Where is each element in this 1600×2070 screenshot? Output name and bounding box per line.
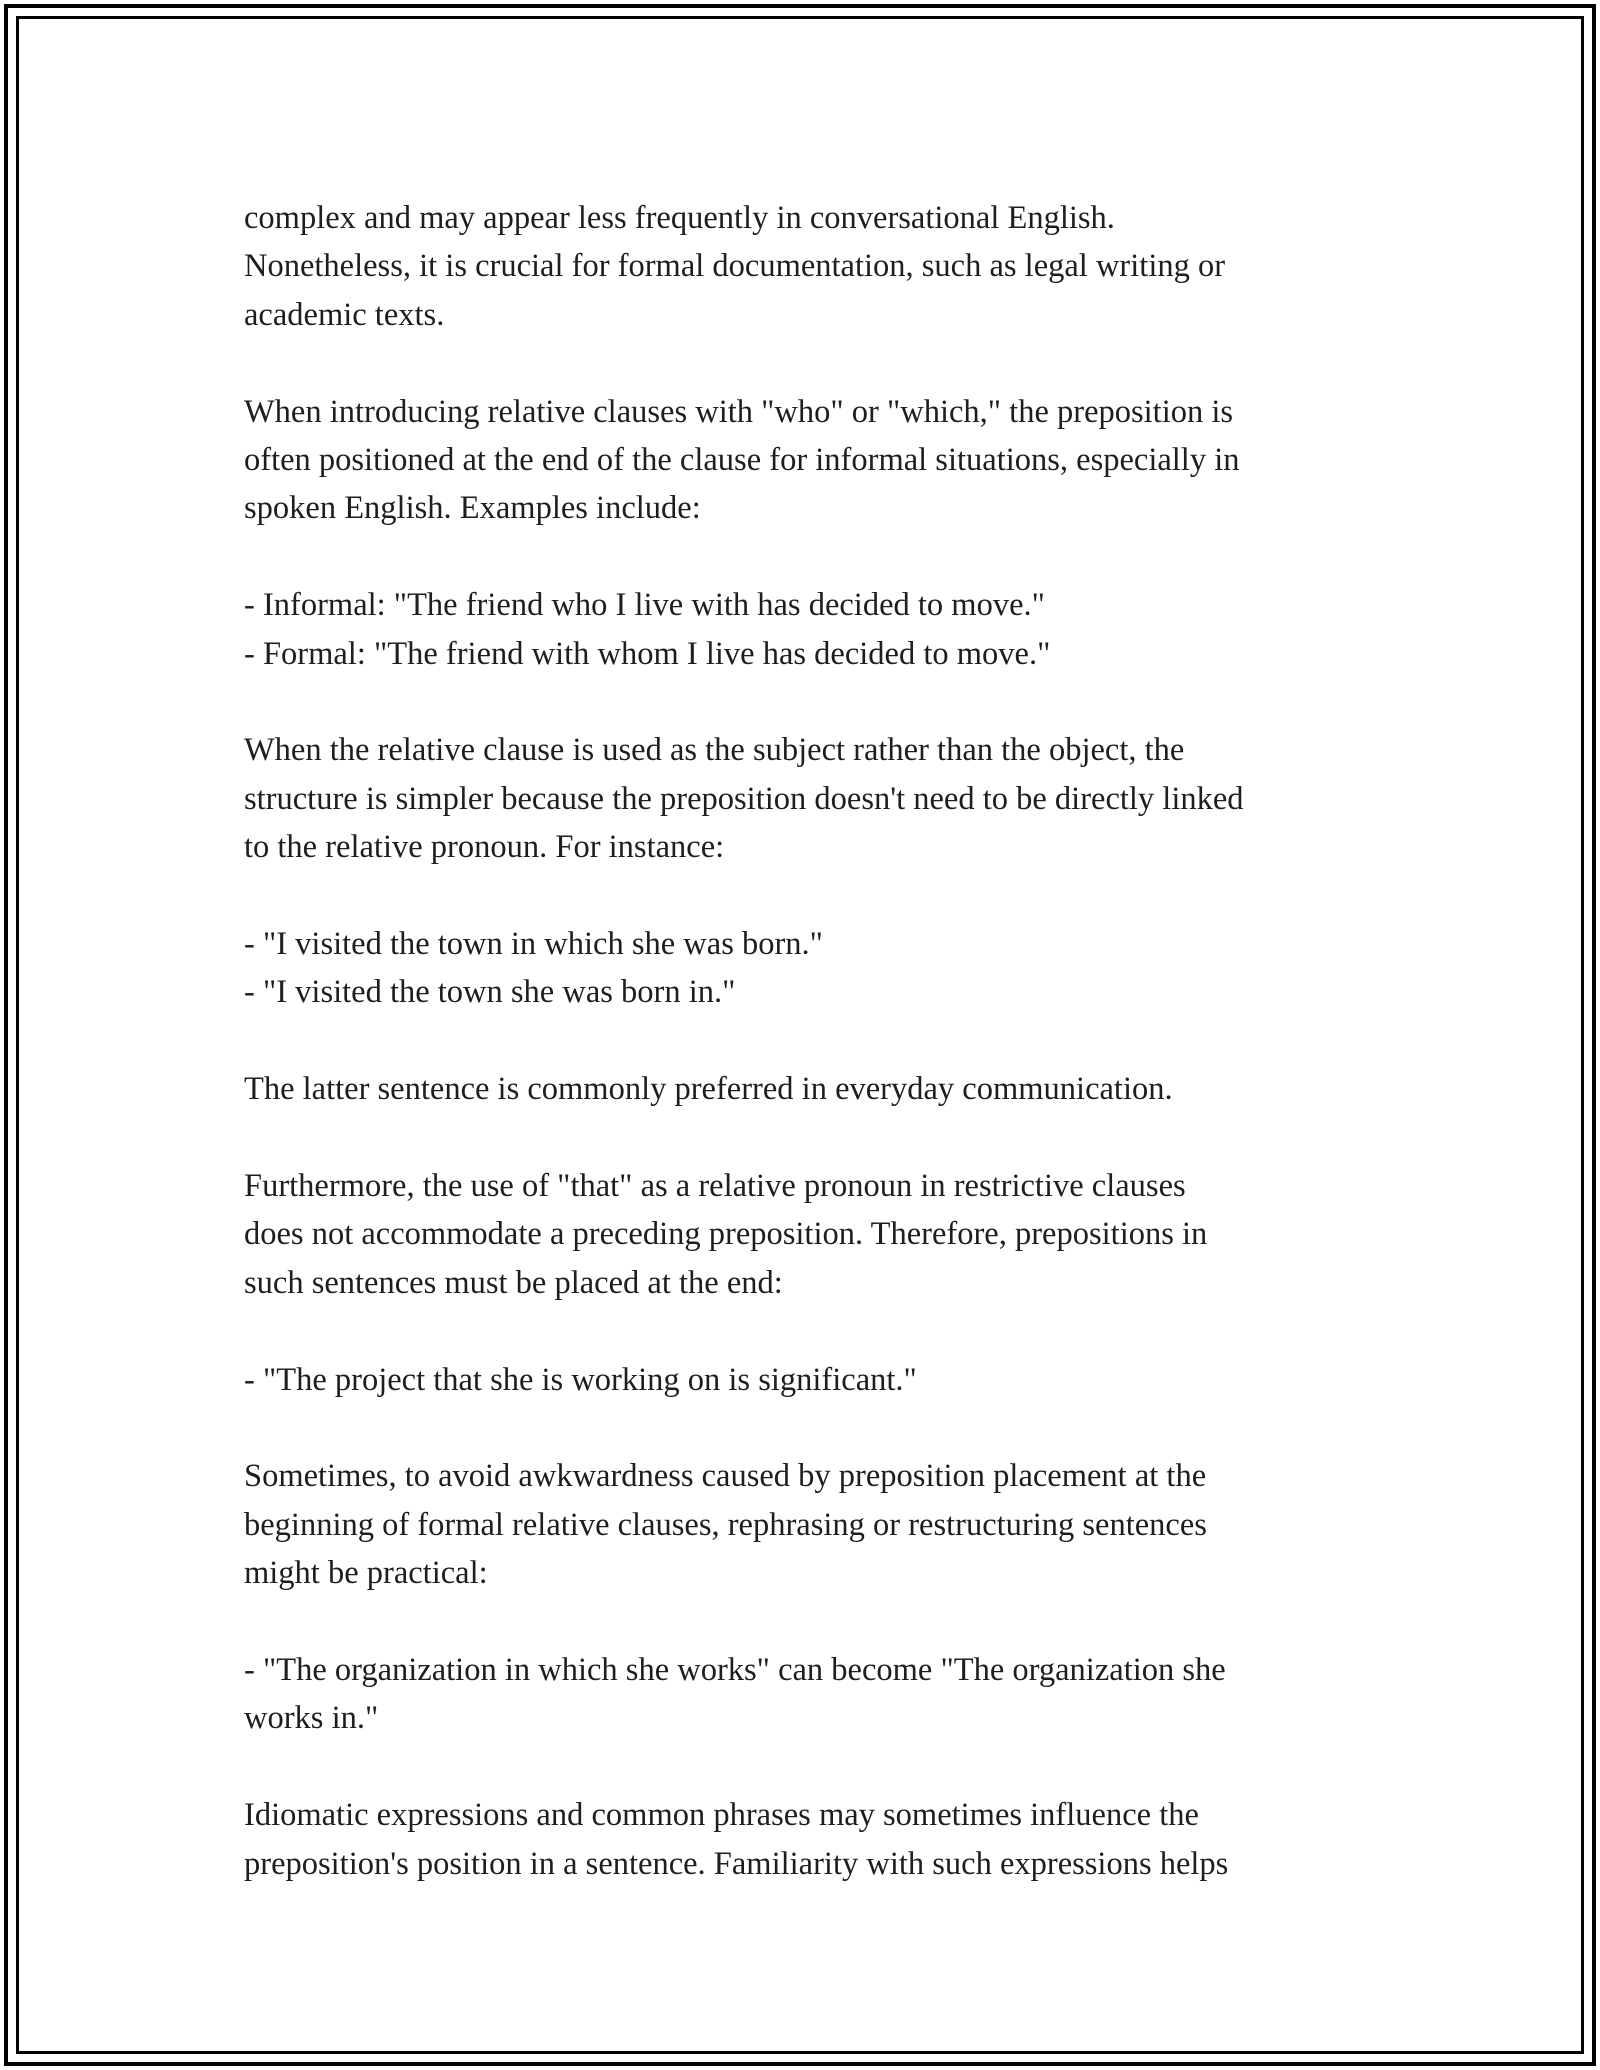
text-line: complex and may appear less frequently in conversational English. [244, 200, 1115, 236]
text-line: The latter sentence is commonly preferred in everyday communication. [244, 1071, 1173, 1108]
page-frame [4, 4, 1596, 2066]
example-item: - "The organization in which she works" can become "The organization she [244, 1652, 1226, 1689]
text-line: Nonetheless, it is crucial for formal documentation, such as legal writing or [244, 248, 1226, 285]
example-item: - "I visited the town she was born in." [244, 974, 736, 1011]
text-line: Sometimes, to avoid awkwardness caused by preposition placement at the [244, 1458, 1207, 1495]
example-item: - Formal: "The friend with whom I live has decided to move." [244, 635, 1051, 672]
paragraph-who-which [244, 388, 1424, 533]
text-line: spoken English. Examples include: [244, 490, 701, 527]
example-item-continuation: works in." [244, 1700, 379, 1737]
text-line: Furthermore, the use of "that" as a relative pronoun in restrictive clauses [244, 1168, 1186, 1205]
text-line: does not accommodate a preceding preposition. Therefore, prepositions in [244, 1216, 1208, 1253]
paragraph-that-pronoun [244, 1162, 1424, 1307]
paragraph-subject-clause [244, 726, 1424, 871]
example-list-project [244, 1356, 1424, 1404]
example-list-town [244, 920, 1424, 1017]
text-line: When the relative clause is used as the subject rather than the object, the [244, 732, 1185, 769]
example-item: - "The project that she is working on is significant." [244, 1361, 917, 1398]
text-line: When introducing relative clauses with "who" or "which," the preposition is [244, 393, 1234, 430]
paragraph-idiomatic [244, 1791, 1424, 1888]
text-line: such sentences must be placed at the end: [244, 1264, 783, 1301]
document-body [244, 194, 1424, 1936]
example-list-informal-formal [244, 581, 1424, 678]
text-line: beginning of formal relative clauses, rephrasing or restructuring sentences [244, 1506, 1207, 1543]
text-line: might be practical: [244, 1555, 488, 1592]
example-list-organization [244, 1646, 1424, 1743]
text-line: often positioned at the end of the clause for informal situations, especially in [244, 442, 1240, 479]
example-item: - Informal: "The friend who I live with has decided to move." [244, 587, 1045, 624]
text-line: structure is simpler because the preposition doesn't need to be directly linked [244, 780, 1244, 817]
text-line: preposition's position in a sentence. Familiarity with such expressions helps [244, 1845, 1229, 1882]
text-line: academic texts. [244, 296, 445, 333]
paragraph-latter-sentence [244, 1065, 1424, 1113]
example-item: - "I visited the town in which she was born." [244, 926, 823, 963]
paragraph-intro-continuation [244, 194, 1424, 339]
text-line: Idiomatic expressions and common phrases may sometimes influence the [244, 1797, 1199, 1834]
paragraph-rephrasing [244, 1452, 1424, 1597]
text-line: to the relative pronoun. For instance: [244, 829, 725, 866]
